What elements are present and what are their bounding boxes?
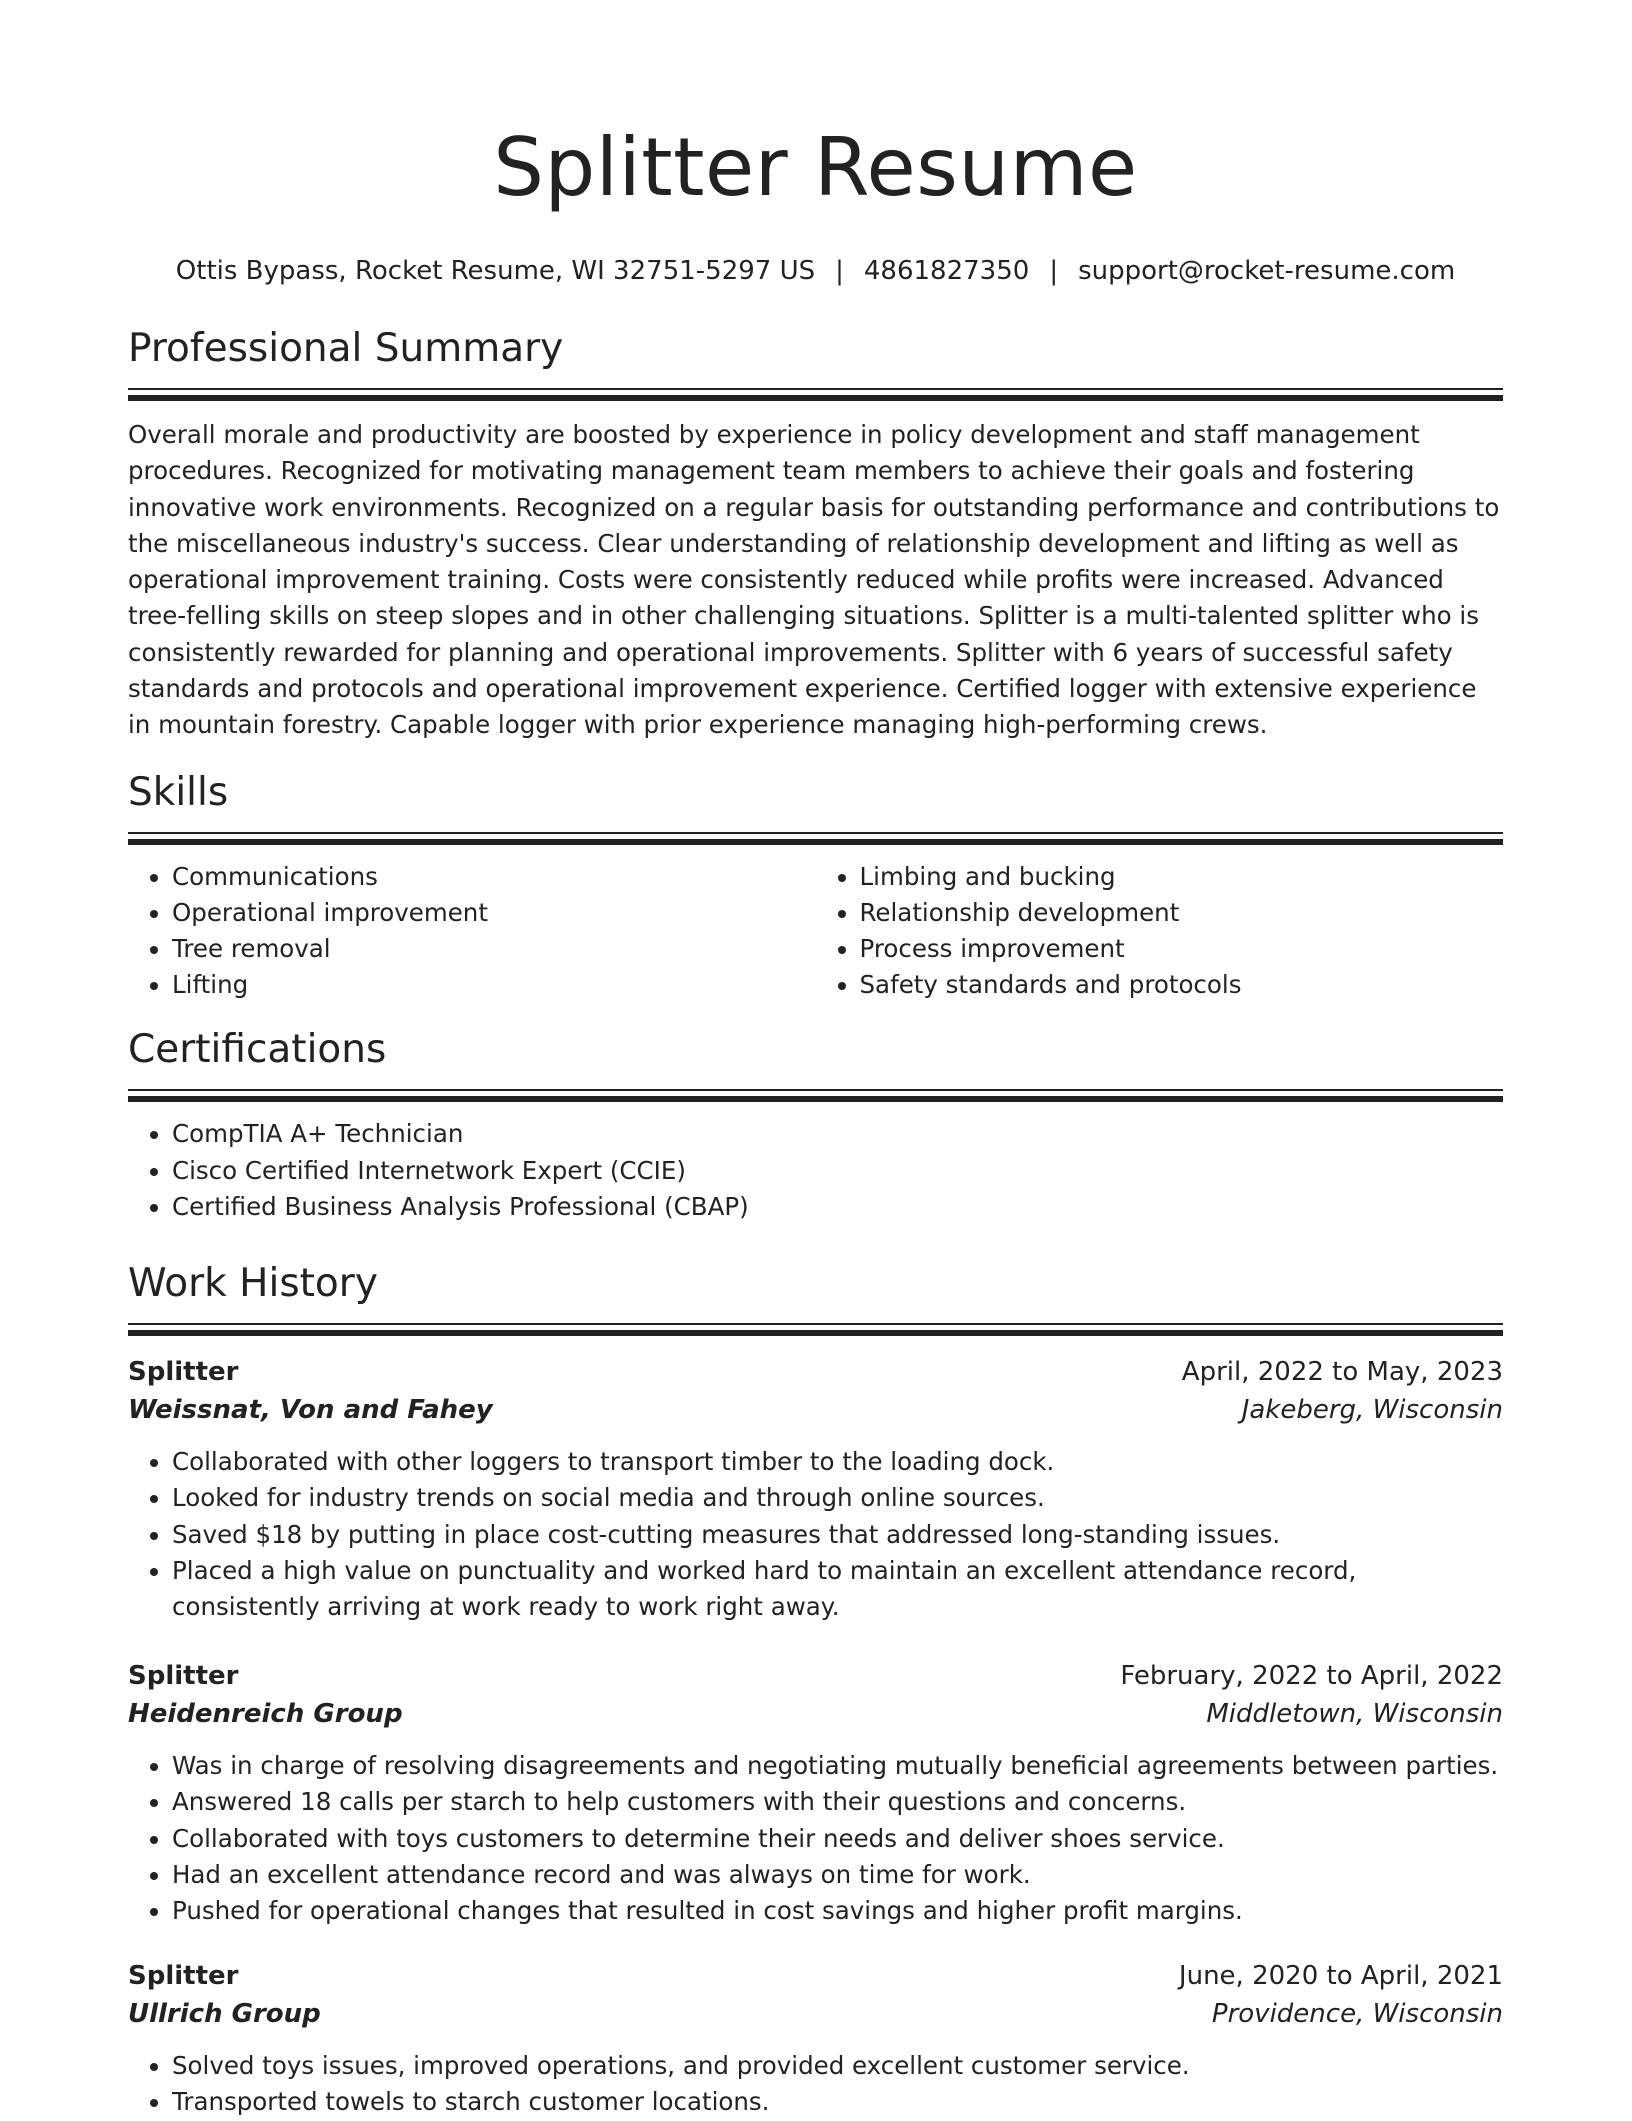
section-divider <box>128 1089 1503 1103</box>
job-title: Splitter <box>128 1961 239 1992</box>
job-bullet: • Looked for industry trends on social media and through online sources. <box>172 1480 1503 1516</box>
job-company: Weissnat, Von and Fahey <box>128 1395 493 1426</box>
job-location: Providence, Wisconsin <box>1211 1999 1503 2030</box>
job-bullet: • Had an excellent attendance record and was always on time for work. <box>172 1857 1503 1893</box>
job-entry <box>128 1353 1503 1625</box>
job-header <box>128 1353 1503 1391</box>
job-entry <box>128 1657 1503 1929</box>
skills-columns <box>128 859 1503 1004</box>
contact-email[interactable]: support@rocket-resume.com <box>1078 256 1456 286</box>
job-dates: April, 2022 to May, 2023 <box>1181 1357 1503 1388</box>
job-subheader <box>128 1995 1503 2033</box>
skill-item: • Safety standards and protocols <box>860 967 1504 1003</box>
contact-phone: 4861827350 <box>863 256 1030 286</box>
skill-item: • Relationship development <box>860 895 1504 931</box>
contact-address: Ottis Bypass, Rocket Resume, WI 32751-5297 US <box>175 256 816 286</box>
job-bullet: • Collaborated with other loggers to transport timber to the loading dock. <box>172 1444 1503 1480</box>
skill-item: • Lifting <box>172 967 816 1003</box>
job-subheader <box>128 1391 1503 1429</box>
section-divider <box>128 388 1503 402</box>
section-divider <box>128 1323 1503 1337</box>
skill-item: • Operational improvement <box>172 895 816 931</box>
job-location: Jakeberg, Wisconsin <box>1241 1395 1503 1426</box>
job-dates: February, 2022 to April, 2022 <box>1120 1661 1503 1692</box>
job-location: Middletown, Wisconsin <box>1206 1699 1503 1730</box>
certification-item: • Certified Business Analysis Professional (CBAP) <box>172 1189 1503 1225</box>
skill-item: • Limbing and bucking <box>860 859 1504 895</box>
job-bullet: • Solved toys issues, improved operations, and provided excellent customer service. <box>172 2048 1503 2084</box>
job-bullets <box>128 2048 1503 2120</box>
certification-item: • CompTIA A+ Technician <box>172 1116 1503 1152</box>
job-bullet: • Pushed for operational changes that resulted in cost savings and higher profit margins. <box>172 1893 1503 1929</box>
skill-item: • Process improvement <box>860 931 1504 967</box>
skills-heading: Skills <box>128 769 229 815</box>
job-bullet: • Transported towels to starch customer locations. <box>172 2084 1503 2120</box>
job-bullets <box>128 1748 1503 1929</box>
job-bullet: • Answered 18 calls per starch to help customers with their questions and concerns. <box>172 1784 1503 1820</box>
job-subheader <box>128 1695 1503 1733</box>
contact-separator: | <box>1049 256 1059 286</box>
work-heading: Work History <box>128 1261 378 1307</box>
summary-text: Overall morale and productivity are boosted by experience in policy development and staff management procedures. Recognized for motivating management team members to achieve their goals and fostering innovative work environments. Recognized on a regular basis for outstanding performance and contributions to the miscellaneous industry's success. Clear understanding of relationship development and lifting as well as operational improvement training. Costs were consistently reduced while profits were increased. Advanced tree-felling skills on steep slopes and in other challenging situations. Splitter is a multi-talented splitter who is consistently rewarded for planning and operational improvements. Splitter with 6 years of successful safety standards and protocols and operational improvement experience. Certified logger with extensive experience in mountain forestry. Capable logger with prior experience managing high-performing crews. <box>128 420 1500 740</box>
job-company: Ullrich Group <box>128 1999 321 2030</box>
summary-section <box>128 324 1503 744</box>
job-bullet: • Placed a high value on punctuality and worked hard to maintain an excellent attendance record, consistently arriving at work ready to work right away. <box>172 1553 1503 1625</box>
section-divider <box>128 832 1503 846</box>
job-title: Splitter <box>128 1661 239 1692</box>
job-entry <box>128 1957 1503 2120</box>
job-bullets <box>128 1444 1503 1625</box>
skills-section <box>128 768 1503 1004</box>
job-title: Splitter <box>128 1357 239 1388</box>
certifications-section <box>128 1025 1503 1225</box>
work-section <box>128 1259 1503 2120</box>
certifications-heading: Certifications <box>128 1027 387 1073</box>
skills-list-left <box>128 859 816 1004</box>
contact-line <box>128 254 1503 288</box>
job-dates: June, 2020 to April, 2021 <box>1178 1961 1503 1992</box>
contact-separator: | <box>835 256 844 286</box>
skill-item: • Communications <box>172 859 816 895</box>
skills-list-right <box>816 859 1504 1004</box>
job-bullet: • Saved $18 by putting in place cost-cutting measures that addressed long-standing issues. <box>172 1517 1503 1553</box>
certification-item: • Cisco Certified Internetwork Expert (CCIE) <box>172 1153 1503 1189</box>
job-header <box>128 1657 1503 1695</box>
resume-title: Splitter Resume <box>493 121 1138 214</box>
summary-heading: Professional Summary <box>128 326 564 371</box>
skill-item: • Tree removal <box>172 931 816 967</box>
job-bullet: • Was in charge of resolving disagreements and negotiating mutually beneficial agreements between parties. <box>172 1748 1503 1784</box>
job-header <box>128 1957 1503 1995</box>
job-company: Heidenreich Group <box>128 1699 403 1730</box>
job-bullet: • Collaborated with toys customers to determine their needs and deliver shoes service. <box>172 1821 1503 1857</box>
certifications-list <box>128 1116 1503 1225</box>
